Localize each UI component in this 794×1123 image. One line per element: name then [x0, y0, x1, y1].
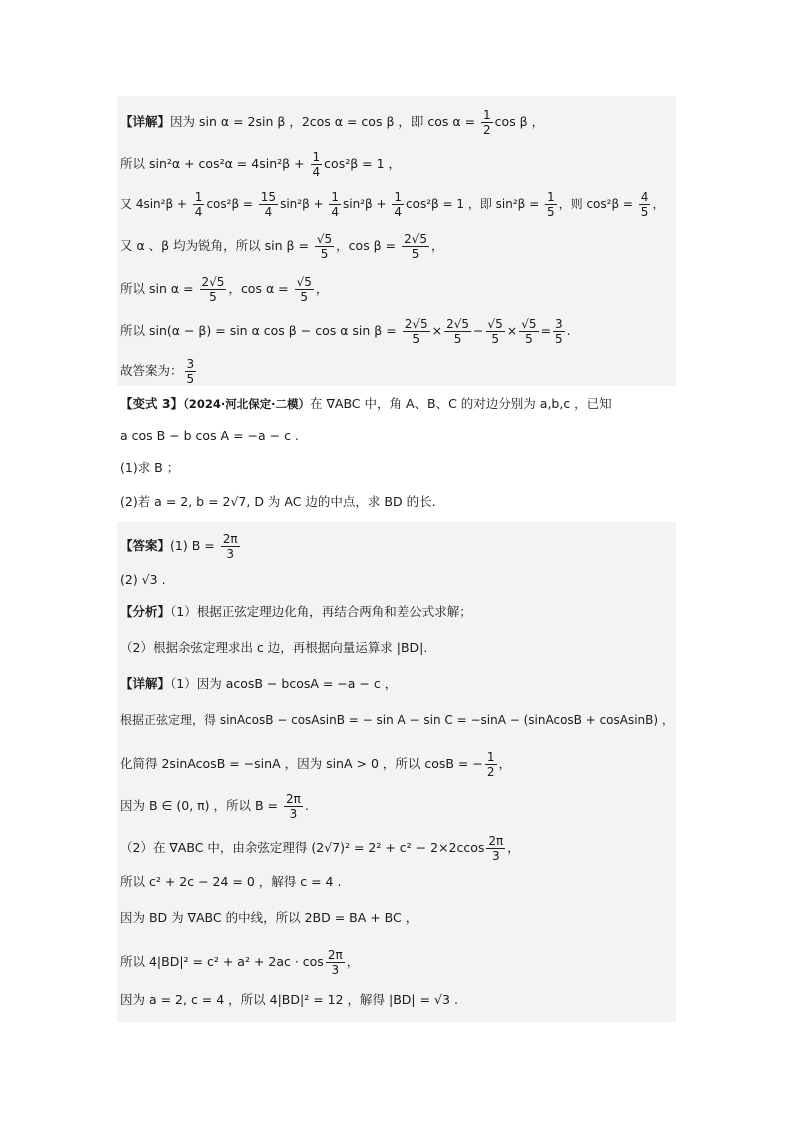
frac-den: 5	[491, 332, 499, 346]
frac-num: 15	[260, 190, 277, 204]
detail-line2: 根据正弦定理，得 sinAcosB − cosAsinB = − sin A − sin C = −sinA − (sinAcosB + cosAsinB) ，	[120, 713, 674, 727]
text: ，cos β =	[336, 238, 401, 253]
text: ，	[652, 197, 665, 211]
frac-den: 4	[312, 165, 321, 179]
detail-line9: 因为 a = 2, c = 4 ，所以 4|BD|² = 12 ，解得 |BD| = √3 .	[120, 992, 458, 1007]
analysis-heading: 【分析】	[120, 604, 171, 619]
fraction	[481, 108, 493, 137]
text: （1）因为 acosB − bcosA = −a − c ，	[170, 676, 398, 691]
frac-den: 5	[640, 205, 649, 219]
detail-line4	[120, 792, 309, 821]
frac-num: 2π	[286, 792, 301, 806]
frac-den: 5	[320, 247, 329, 261]
question-1: (1)求 B ；	[120, 460, 180, 475]
frac-den: 5	[186, 372, 195, 386]
frac-num: 1	[312, 150, 321, 164]
frac-den: 5	[453, 332, 462, 346]
sol1-line2	[120, 150, 401, 179]
frac-num: 2π	[488, 834, 504, 848]
fraction	[315, 232, 334, 261]
text: 所以 sin(α − β) = sin α cos β − cos α sin β =	[120, 323, 401, 338]
text: cos²β =	[206, 197, 257, 211]
fraction	[486, 317, 505, 346]
frac-num: √5	[521, 317, 537, 331]
frac-num: 4	[640, 190, 649, 204]
detail-line1	[120, 676, 397, 692]
text: （2）在 ∇ABC 中，由余弦定理得 (2√7)² = 2² + c² − 2×2ccos	[120, 840, 485, 855]
text: 又 4sin²β +	[120, 197, 191, 211]
frac-num: 2√5	[404, 317, 428, 331]
frac-den: 3	[331, 963, 340, 977]
frac-den: 2	[483, 123, 491, 137]
sol1-line4	[120, 232, 444, 261]
detail-line5	[120, 834, 520, 863]
frac-num: 2√5	[201, 275, 225, 289]
fraction	[200, 275, 227, 304]
frac-num: 1	[394, 190, 403, 204]
frac-num: 1	[486, 750, 495, 764]
text: cos β ，	[494, 114, 545, 129]
detail-heading-2: 【详解】	[120, 676, 171, 691]
frac-num: 1	[483, 108, 491, 122]
sol1-line3	[120, 190, 664, 219]
problem-stem	[120, 396, 612, 412]
answer-line2: (2) √3 .	[120, 572, 166, 587]
fraction	[311, 150, 323, 179]
answer-line1	[120, 532, 242, 561]
sol1-line5	[120, 275, 328, 304]
text: （1）根据正弦定理边化角，再结合两角和差公式求解；	[170, 604, 472, 619]
text: (1) B =	[170, 538, 219, 553]
text: ，	[346, 954, 360, 969]
frac-num: √5	[487, 317, 503, 331]
fraction	[402, 232, 429, 261]
fraction	[519, 317, 538, 346]
text: 所以 sin²α + cos²α = 4sin²β +	[120, 156, 309, 171]
frac-num: √5	[296, 275, 312, 289]
text: 因为 B ∈ (0, π) ，所以 B =	[120, 798, 283, 813]
detail-line3	[120, 750, 511, 779]
frac-den: 3	[492, 849, 500, 863]
frac-den: 5	[525, 332, 533, 346]
answer-heading: 【答案】	[120, 538, 171, 553]
text: −	[473, 323, 484, 338]
frac-den: 5	[555, 332, 563, 346]
detail-heading: 【详解】	[120, 114, 171, 129]
variant-heading: 【变式 3】	[120, 396, 184, 411]
text: 故答案为：	[120, 363, 183, 378]
problem-stem-2: a cos B − b cos A = −a − c .	[120, 428, 299, 443]
fraction	[553, 317, 565, 346]
frac-num: 1	[331, 190, 340, 204]
frac-den: 2	[486, 765, 495, 779]
text: ，	[315, 281, 329, 296]
frac-num: √5	[316, 232, 333, 246]
text: sin²β +	[280, 197, 328, 211]
frac-num: 2π	[222, 532, 238, 546]
problem-stem-text: 在 ∇ABC 中，角 A、B、C 的对边分别为 a,b,c ，已知	[310, 396, 612, 411]
frac-num: 2√5	[404, 232, 427, 246]
fraction	[193, 190, 205, 219]
text: ，	[507, 840, 520, 855]
text: ，	[431, 238, 444, 253]
frac-den: 5	[412, 332, 420, 346]
fraction	[545, 190, 557, 219]
frac-den: 3	[289, 807, 298, 821]
fraction	[284, 792, 303, 821]
frac-num: 2√5	[446, 317, 470, 331]
frac-num: 3	[186, 357, 195, 371]
fraction	[329, 190, 341, 219]
fraction	[403, 317, 430, 346]
fraction	[639, 190, 651, 219]
detail-line8	[120, 948, 359, 977]
fraction	[326, 948, 345, 977]
text: 又 α 、β 均为锐角，所以 sin β =	[120, 238, 313, 253]
text: cos²β = 1 ，即 sin²β =	[406, 197, 543, 211]
text: ，则 cos²β =	[558, 197, 637, 211]
fraction	[259, 190, 278, 219]
fraction	[185, 357, 197, 386]
frac-den: 4	[264, 205, 273, 219]
fraction	[486, 834, 505, 863]
text: ，cos α =	[228, 281, 293, 296]
frac-den: 5	[546, 205, 555, 219]
question-2: (2)若 a = 2, b = 2√7, D 为 AC 边的中点，求 BD 的长.	[120, 494, 436, 509]
fraction	[444, 317, 471, 346]
fraction	[392, 190, 404, 219]
text: 所以 sin α =	[120, 281, 198, 296]
text: 所以 4|BD|² = c² + a² + 2ac · cos	[120, 954, 324, 969]
frac-den: 5	[411, 247, 420, 261]
detail-line7: 因为 BD 为 ∇ABC 的中线，所以 2BD = BA + BC ，	[120, 910, 419, 925]
text: ×	[431, 323, 443, 338]
text: ，	[498, 756, 512, 771]
text: .	[566, 323, 571, 338]
frac-den: 4	[394, 205, 403, 219]
text: cos²β = 1 ，	[324, 156, 402, 171]
analysis-line2: （2）根据余弦定理求出 c 边，再根据向量运算求 |BD|.	[120, 640, 428, 655]
frac-den: 4	[194, 205, 203, 219]
sol1-line1	[120, 108, 544, 137]
fraction	[221, 532, 240, 561]
frac-num: 1	[546, 190, 555, 204]
fraction	[295, 275, 314, 304]
frac-den: 4	[331, 205, 340, 219]
fraction	[485, 750, 497, 779]
frac-den: 5	[300, 290, 309, 304]
frac-den: 5	[209, 290, 217, 304]
detail-line6: 所以 c² + 2c − 24 = 0 ，解得 c = 4 .	[120, 874, 342, 889]
frac-num: 1	[194, 190, 203, 204]
text: .	[304, 798, 309, 813]
sol1-line7	[120, 357, 198, 386]
text: ×	[506, 323, 518, 338]
frac-den: 3	[226, 547, 234, 561]
text: 化简得 2sinAcosB = −sinA ，因为 sinA > 0 ，所以 cosB = −	[120, 756, 483, 771]
sol1-line6	[120, 317, 571, 346]
text: 因为 sin α = 2sin β ，2cos α = cos β ，即 cos α =	[170, 114, 480, 129]
text: =	[540, 323, 552, 338]
analysis-line1	[120, 604, 472, 620]
text: sin²β +	[343, 197, 391, 211]
frac-num: 3	[555, 317, 563, 331]
frac-num: 2π	[327, 948, 343, 962]
problem-source: （2024·河北保定·二模）	[183, 397, 311, 411]
